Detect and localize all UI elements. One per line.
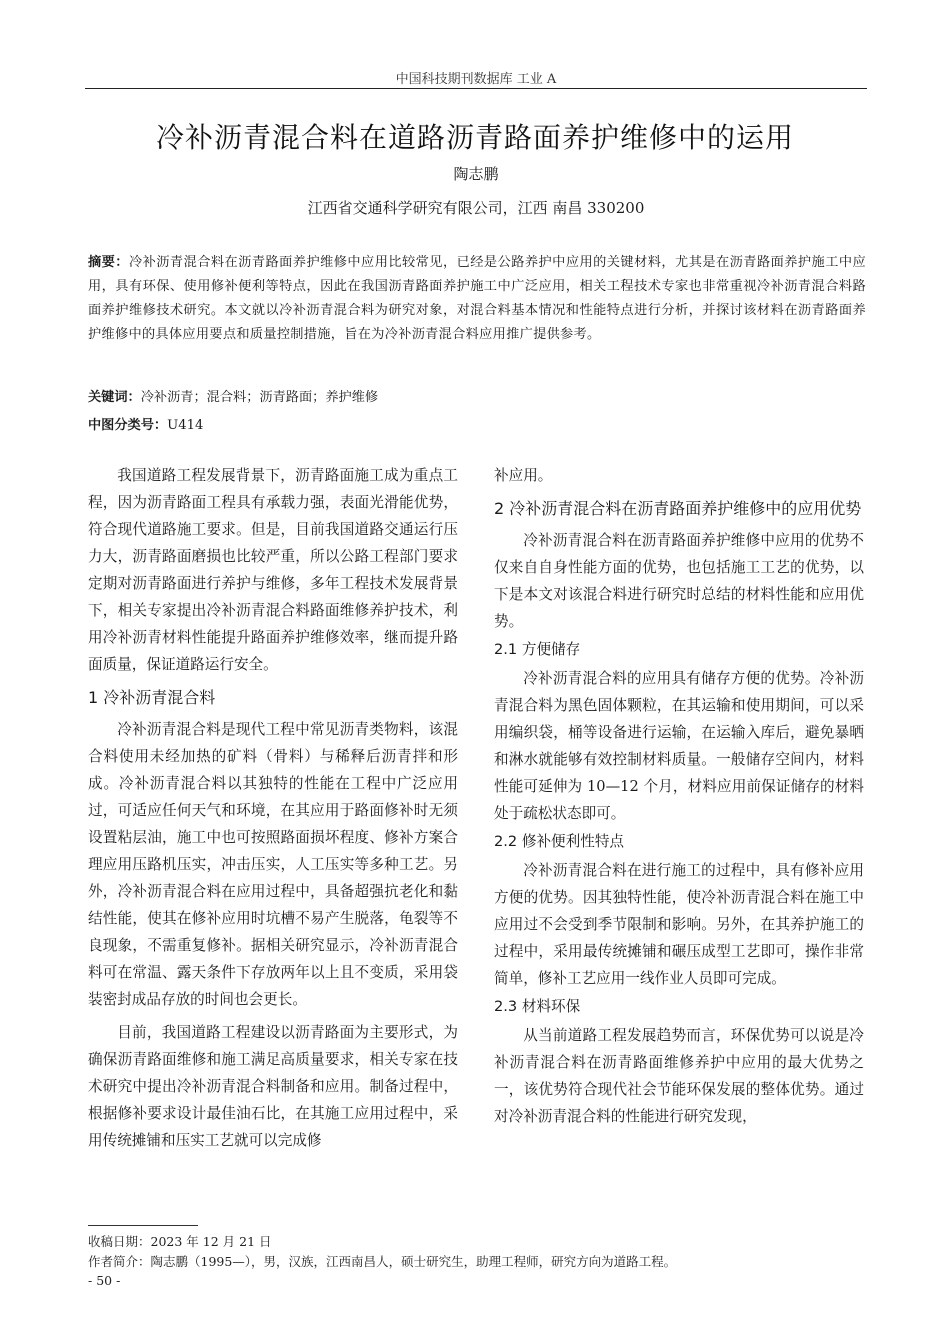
received-date: 收稿日期：2023 年 12 月 21 日 bbox=[88, 1234, 272, 1249]
keywords-label: 关键词： bbox=[88, 390, 141, 405]
journal-header: 中国科技期刊数据库 工业 A bbox=[395, 72, 557, 87]
abstract-text: 冷补沥青混合料在沥青路面养护维修中应用比较常见，已经是公路养护中应用的关键材料，尤其是在沥青路面养护施工中应用，具有环保、使用修补便利等特点，因此在我国沥青路面养护施工中广泛应用，相关工程技术专家也非常重视冷补沥青混合料路面养护维修技术研究。本文就以冷补沥青混合料为研究对象，对混合料基本情况和性能特点进行分析，并探讨该材料在沥青路面养护维修中的具体应用要点和质量控制措施，旨在为冷补沥青混合料应用推广提供参考。 bbox=[88, 255, 866, 342]
keywords bbox=[88, 386, 378, 405]
author-affiliation: 江西省交通科学研究有限公司，江西 南昌 330200 bbox=[307, 199, 645, 217]
page-number: - 50 - bbox=[88, 1273, 121, 1288]
carry-over-text: 补应用。 bbox=[494, 467, 553, 484]
abstract-label: 摘要： bbox=[88, 255, 129, 270]
section-2-2-paragraph: 冷补沥青混合料在进行施工的过程中，具有修补应用方便的优势。因其独特性能，使冷补沥青混合料在施工中应用过不会受到季节限制和影响。另外，在其养护施工的过程中，采用最传统摊铺和碾压成型工艺即可，操作非常简单，修补工艺应用一线作业人员即可完成。 bbox=[494, 862, 864, 987]
left-column bbox=[88, 462, 458, 1154]
section-2-3-heading: 2.3 材料环保 bbox=[494, 998, 581, 1015]
classification bbox=[88, 414, 203, 433]
section-1-heading: 1 冷补沥青混合料 bbox=[88, 688, 216, 707]
abstract bbox=[88, 251, 866, 347]
author-bio: 作者简介：陶志鹏（1995—），男，汉族，江西南昌人，硕士研究生，助理工程师，研究方向为道路工程。 bbox=[88, 1254, 677, 1269]
section-2-1-paragraph: 冷补沥青混合料的应用具有储存方便的优势。冷补沥青混合料为黑色固体颗粒，在其运输和使用期间，可以采用编织袋，桶等设备进行运输，在运输入库后，避免暴晒和淋水就能够有效控制材料质量。一般储存空间内，材料性能可延伸为 10—12 个月，材料应用前保证储存的材料处于疏松状态即可。 bbox=[494, 670, 864, 822]
section-1-paragraph-1: 冷补沥青混合料是现代工程中常见沥青类物料，该混合料使用未经加热的矿料（骨料）与稀释后沥青拌和形成。冷补沥青混合料以其独特的性能在工程中广泛应用过，可适应任何天气和环境，在其应用于路面修补时无须设置粘层油，施工中也可按照路面损坏程度、修补方案合理应用压路机压实，冲击压实，人工压实等多种工艺。另外，冷补沥青混合料在应用过程中，具备超强抗老化和黏结性能，使其在修补应用时坑槽不易产生脱落，龟裂等不良现象，不需重复修补。据相关研究显示，冷补沥青混合料可在常温、露天条件下存放两年以上且不变质，采用袋装密封成品存放的时间也会更长。 bbox=[88, 721, 458, 1008]
section-2-paragraph: 冷补沥青混合料在沥青路面养护维修中应用的优势不仅来自自身性能方面的优势，也包括施工工艺的优势，以下是本文对该混合料进行研究时总结的材料性能和应用优势。 bbox=[494, 532, 864, 630]
author-name: 陶志鹏 bbox=[453, 165, 499, 183]
paper-title: 冷补沥青混合料在道路沥青路面养护维修中的运用 bbox=[155, 121, 794, 154]
right-column bbox=[494, 462, 864, 1130]
classification-label: 中图分类号： bbox=[88, 418, 168, 433]
footnote-divider bbox=[88, 1225, 198, 1226]
section-2-heading: 2 冷补沥青混合料在沥青路面养护维修中的应用优势 bbox=[494, 499, 862, 518]
section-2-1-heading: 2.1 方便储存 bbox=[494, 641, 581, 658]
keywords-text: 冷补沥青；混合料；沥青路面；养护维修 bbox=[140, 390, 379, 405]
section-1-paragraph-2: 目前，我国道路工程建设以沥青路面为主要形式，为确保沥青路面维修和施工满足高质量要求，相关专家在技术研究中提出冷补沥青混合料制备和应用。制备过程中，根据修补要求设计最佳油石比，在其施工应用过程中，采用传统摊铺和压实工艺就可以完成修 bbox=[88, 1024, 458, 1149]
classification-text: U414 bbox=[167, 418, 204, 433]
header-divider bbox=[85, 88, 867, 89]
intro-paragraph: 我国道路工程发展背景下，沥青路面施工成为重点工程，因为沥青路面工程具有承载力强，表面光滑能优势，符合现代道路施工要求。但是，目前我国道路交通运行压力大，沥青路面磨损也比较严重，所以公路工程部门要求定期对沥青路面进行养护与维修，多年工程技术发展背景下，相关专家提出冷补沥青混合料路面维修养护技术，利用冷补沥青材料性能提升路面养护维修效率，继而提升路面质量，保证道路运行安全。 bbox=[88, 467, 458, 673]
section-2-3-paragraph: 从当前道路工程发展趋势而言，环保优势可以说是冷补沥青混合料在沥青路面维修养护中应用的最大优势之一，该优势符合现代社会节能环保发展的整体优势。通过对冷补沥青混合料的性能进行研究发现， bbox=[494, 1027, 864, 1125]
section-2-2-heading: 2.2 修补便利性特点 bbox=[494, 833, 625, 850]
